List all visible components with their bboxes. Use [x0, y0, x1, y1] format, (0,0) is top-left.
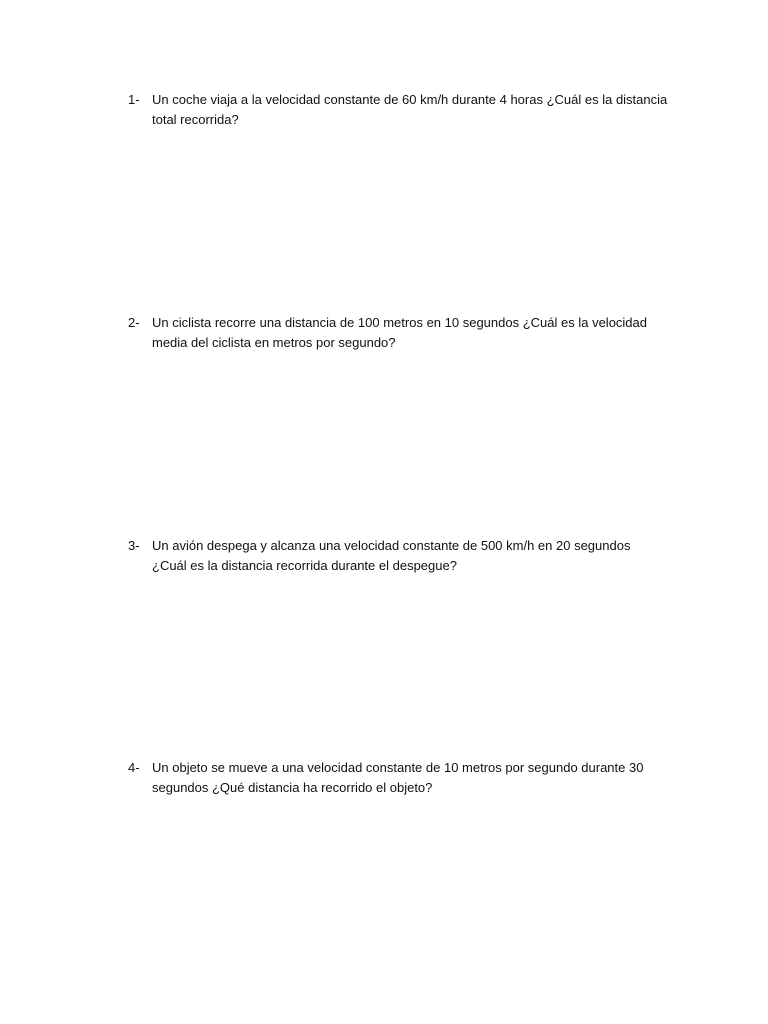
question-text: Un ciclista recorre una distancia de 100 metros en 10 segundos ¿Cuál es la velocidad media del ciclista en metros por segundo?: [152, 315, 647, 350]
question-text: Un coche viaja a la velocidad constante de 60 km/h durante 4 horas ¿Cuál es la distancia total recorrida?: [152, 92, 668, 127]
question-text: Un objeto se mueve a una velocidad constante de 10 metros por segundo durante 30 segundos ¿Qué distancia ha recorrido el objeto?: [152, 760, 644, 795]
question-number: 2-: [128, 315, 140, 330]
question-number: 1-: [128, 92, 140, 107]
question-item: [128, 90, 668, 130]
question-item: [128, 758, 668, 798]
question-text: Un avión despega y alcanza una velocidad constante de 500 km/h en 20 segundos ¿Cuál es la distancia recorrida durante el despegue?: [152, 538, 631, 573]
question-number: 4-: [128, 760, 140, 775]
question-item: [128, 313, 668, 353]
question-number: 3-: [128, 538, 140, 553]
question-item: [128, 536, 668, 576]
